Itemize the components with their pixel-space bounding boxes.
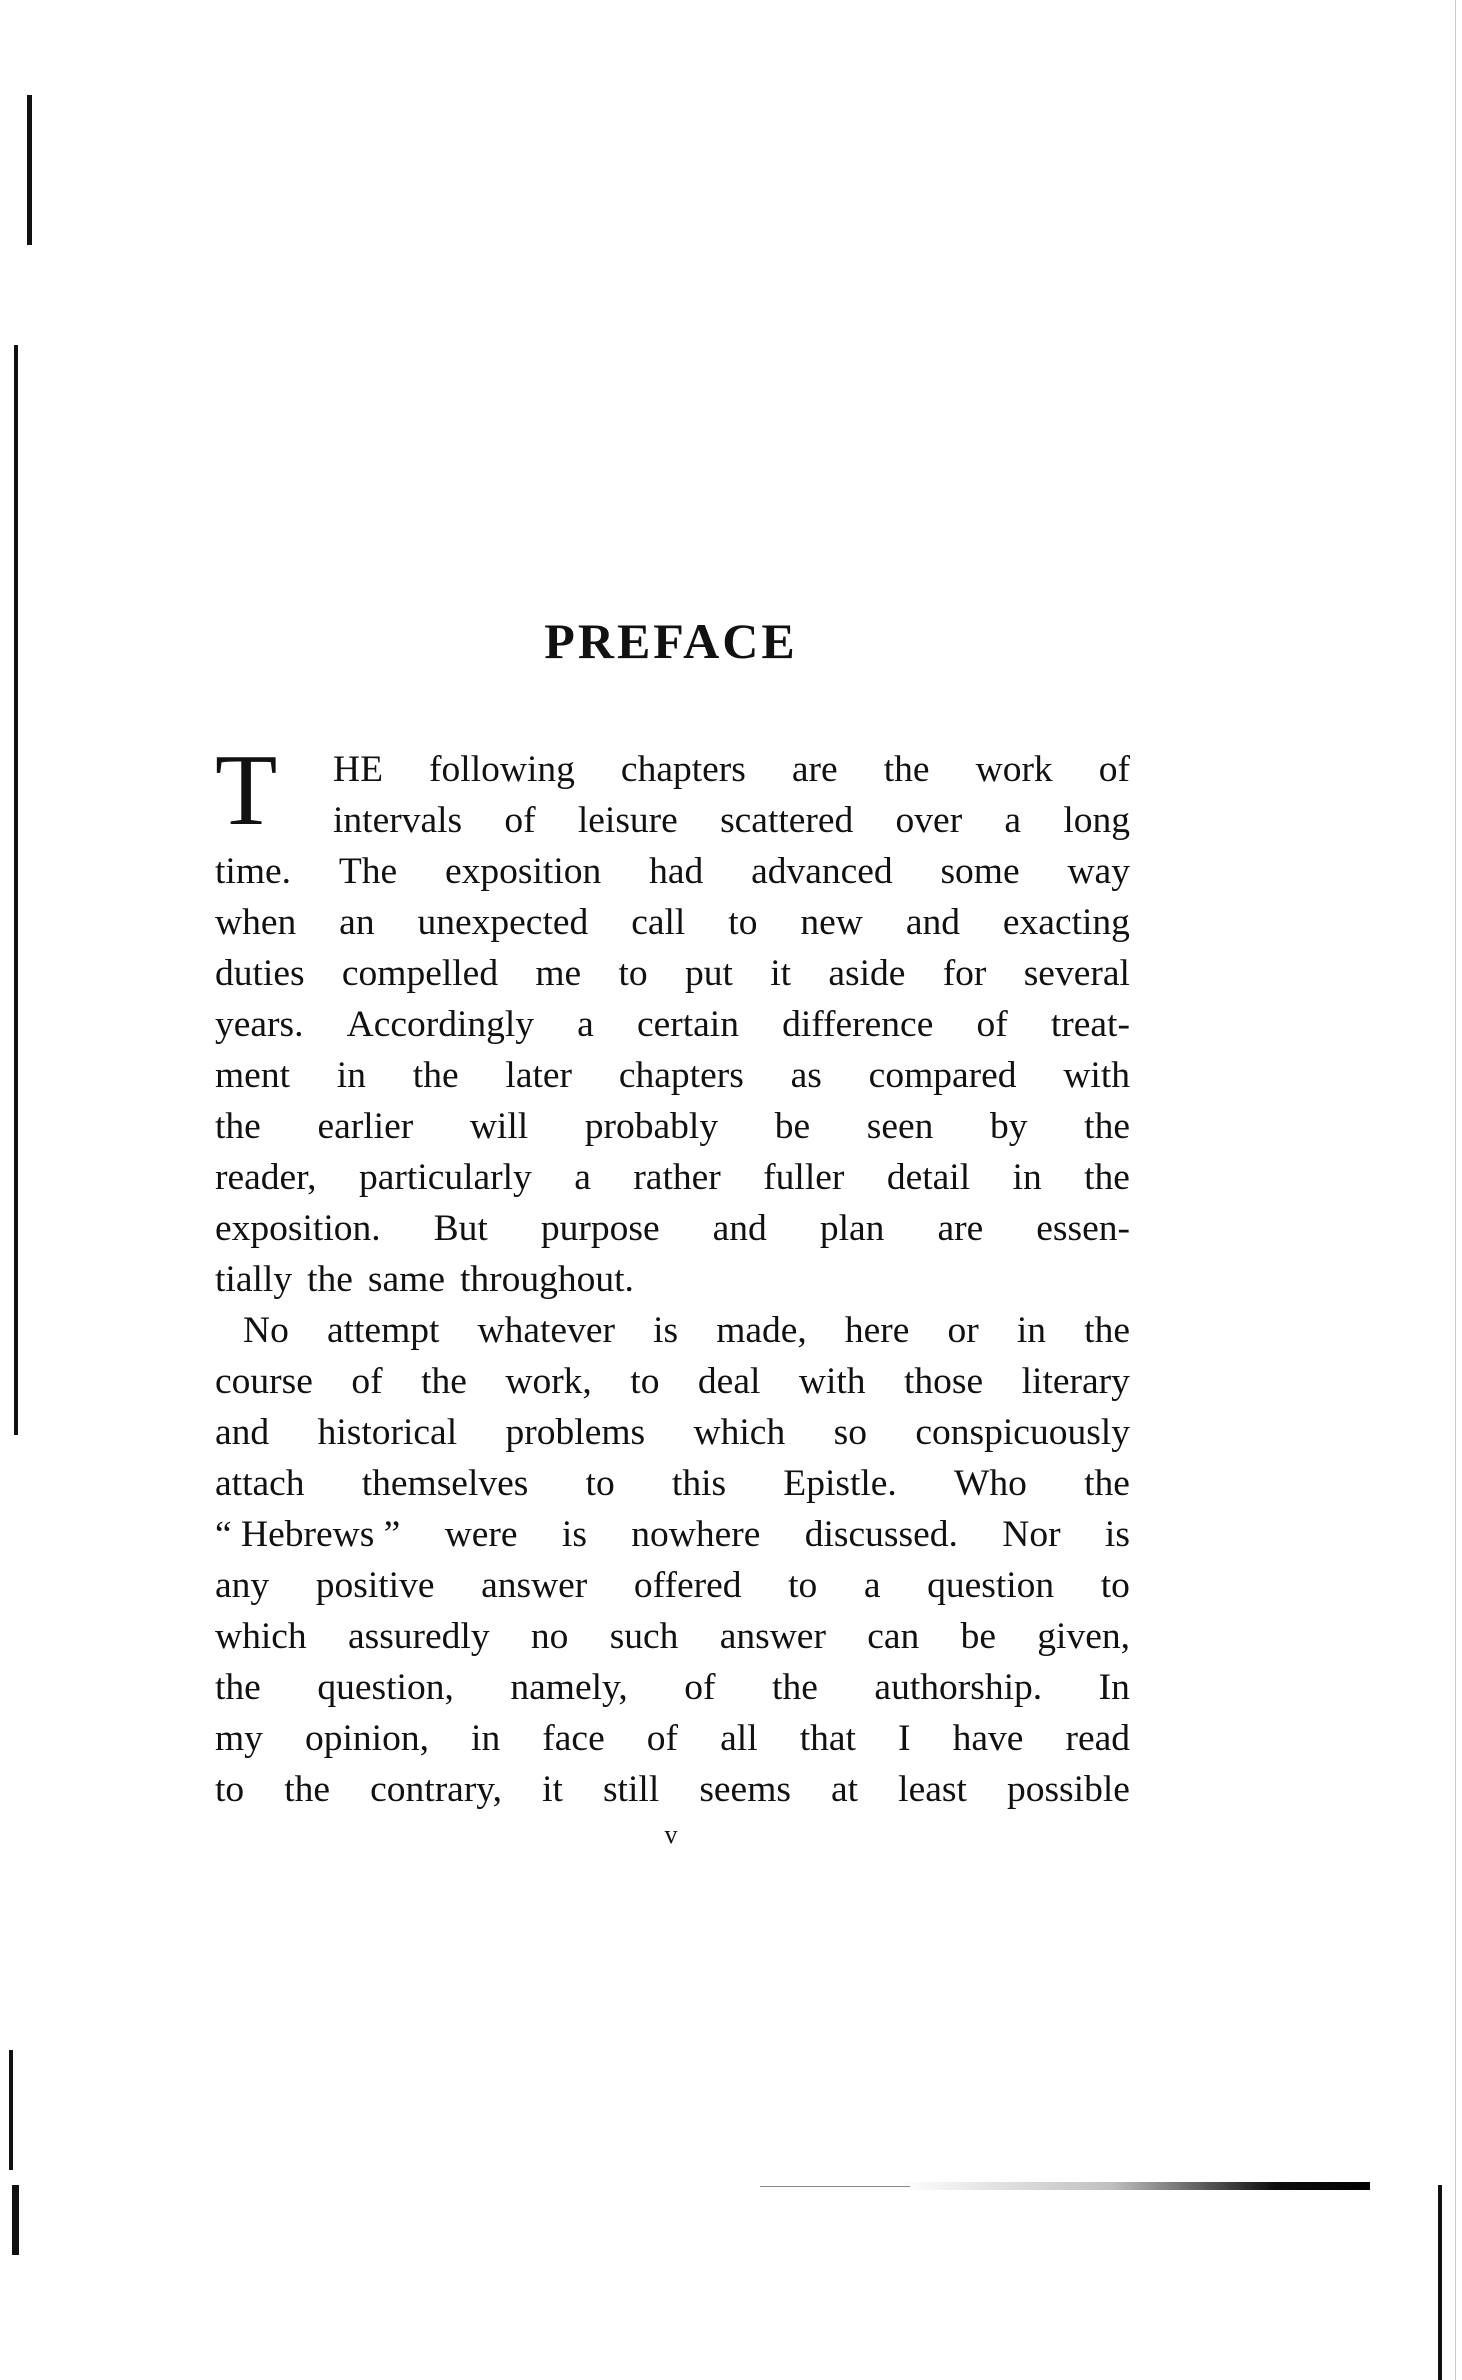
scan-bottom-smudge	[900, 2182, 1370, 2190]
word: probably	[584, 1106, 719, 1147]
word: face	[542, 1718, 605, 1759]
word: the	[412, 1055, 459, 1096]
word: with	[798, 1361, 866, 1402]
word: to	[215, 1769, 245, 1810]
word: difference	[782, 1004, 934, 1045]
word: scattered	[720, 800, 854, 841]
word: in	[471, 1718, 501, 1759]
text-line	[215, 1509, 1130, 1560]
word: for	[942, 953, 987, 994]
word: the	[1084, 1106, 1130, 1147]
word: seen	[866, 1106, 934, 1147]
word: made,	[716, 1310, 807, 1351]
word: treat-	[1050, 1004, 1130, 1045]
text-line	[215, 846, 1130, 897]
word: no	[530, 1616, 569, 1657]
text-line	[215, 1356, 1130, 1407]
word: ment	[215, 1055, 290, 1096]
word: is	[653, 1310, 679, 1351]
word: the	[421, 1361, 467, 1402]
word: throughout.	[459, 1259, 634, 1300]
word: new	[800, 902, 863, 943]
word: advanced	[751, 851, 893, 892]
word: which	[693, 1412, 786, 1453]
word: authorship.	[874, 1667, 1043, 1708]
word: later	[505, 1055, 573, 1096]
word: the	[215, 1106, 261, 1147]
word: is	[1104, 1514, 1130, 1555]
word: be	[960, 1616, 996, 1657]
word: opinion,	[305, 1718, 429, 1759]
word: have	[952, 1718, 1024, 1759]
word: least	[898, 1769, 967, 1810]
text-line	[215, 948, 1130, 999]
word: any	[215, 1565, 270, 1606]
word: of	[646, 1718, 679, 1759]
word: still	[602, 1769, 660, 1810]
text-line	[215, 744, 1130, 795]
text-line	[215, 1458, 1130, 1509]
word: particularly	[358, 1157, 532, 1198]
word: the	[1084, 1463, 1130, 1504]
text-line	[215, 1407, 1130, 1458]
word: attach	[215, 1463, 305, 1504]
word: a	[1004, 800, 1022, 841]
word: of	[684, 1667, 716, 1708]
word: to	[585, 1463, 615, 1504]
word: assuredly	[347, 1616, 490, 1657]
drop-cap: T	[215, 734, 278, 847]
word: themselves	[361, 1463, 529, 1504]
word: compelled	[341, 953, 499, 994]
word: in	[336, 1055, 366, 1096]
word: literary	[1021, 1361, 1130, 1402]
word: answer	[719, 1616, 826, 1657]
word: reader,	[215, 1157, 317, 1198]
word: put	[684, 953, 733, 994]
word: had	[649, 851, 704, 892]
word: in	[1016, 1310, 1047, 1351]
word: Nor	[1002, 1514, 1061, 1555]
word: the	[284, 1769, 331, 1810]
word: exacting	[1002, 902, 1130, 943]
word: offered	[633, 1565, 742, 1606]
word: it	[770, 953, 792, 994]
word: to	[618, 953, 648, 994]
word: of	[1098, 749, 1130, 790]
word: whatever	[477, 1310, 615, 1351]
word: and	[905, 902, 960, 943]
text-line	[215, 1203, 1130, 1254]
word: are	[937, 1208, 984, 1249]
word: plan	[819, 1208, 885, 1249]
word: course	[215, 1361, 313, 1402]
word: The	[338, 851, 398, 892]
word: fuller	[763, 1157, 845, 1198]
page-number: v	[664, 1820, 678, 1849]
text-line	[215, 1611, 1130, 1662]
scan-bottom-hairline	[760, 2186, 910, 2187]
word: and	[215, 1412, 270, 1453]
word: way	[1067, 851, 1130, 892]
word: answer	[481, 1565, 588, 1606]
word: of	[351, 1361, 383, 1402]
word: be	[774, 1106, 811, 1147]
word: several	[1023, 953, 1130, 994]
word: are	[791, 749, 838, 790]
word: historical	[317, 1412, 458, 1453]
word: it	[542, 1769, 563, 1810]
word: possible	[1006, 1769, 1130, 1810]
word: me	[535, 953, 582, 994]
word: will	[469, 1106, 529, 1147]
text-line	[215, 1764, 1130, 1815]
word: to	[788, 1565, 818, 1606]
word: Epistle.	[783, 1463, 897, 1504]
scan-edge-mark	[1438, 2185, 1442, 2380]
word: compared	[868, 1055, 1017, 1096]
word: time.	[215, 851, 292, 892]
text-line	[215, 1152, 1130, 1203]
word: were	[444, 1514, 518, 1555]
page-title: PREFACE	[544, 613, 798, 669]
word: HE	[333, 749, 383, 790]
word: to	[1100, 1565, 1130, 1606]
word: work,	[505, 1361, 592, 1402]
text-line	[215, 1254, 1130, 1305]
word: to	[630, 1361, 660, 1402]
word: an	[339, 902, 375, 943]
word: certain	[636, 1004, 739, 1045]
word: with	[1063, 1055, 1130, 1096]
word: Who	[954, 1463, 1027, 1504]
scan-edge-mark	[27, 95, 32, 245]
word: leisure	[577, 800, 678, 841]
word: the	[1084, 1157, 1130, 1198]
word: which	[215, 1616, 307, 1657]
word: in	[1012, 1157, 1042, 1198]
word: such	[609, 1616, 679, 1657]
word: those	[904, 1361, 984, 1402]
text-line	[215, 999, 1130, 1050]
word: question	[927, 1565, 1055, 1606]
word: this	[671, 1463, 727, 1504]
word: my	[215, 1718, 263, 1759]
word: chapters	[618, 1055, 744, 1096]
word: unexpected	[417, 902, 589, 943]
word: discussed.	[804, 1514, 958, 1555]
word: or	[947, 1310, 979, 1351]
word: is	[561, 1514, 587, 1555]
word: some	[940, 851, 1020, 892]
word: deal	[697, 1361, 761, 1402]
word: nowhere	[631, 1514, 761, 1555]
word: a	[577, 1004, 594, 1045]
word: all	[720, 1718, 758, 1759]
word: by	[990, 1106, 1028, 1147]
word: call	[631, 902, 686, 943]
word: attempt	[326, 1310, 440, 1351]
word: purpose	[540, 1208, 660, 1249]
word: long	[1063, 800, 1130, 841]
word: same	[367, 1259, 445, 1300]
word: that	[799, 1718, 856, 1759]
word: detail	[886, 1157, 971, 1198]
word: the	[772, 1667, 818, 1708]
word: years.	[215, 1004, 304, 1045]
word: when	[215, 902, 297, 943]
text-line	[215, 1050, 1130, 1101]
word: In	[1098, 1667, 1130, 1708]
text-line	[215, 795, 1130, 846]
word: positive	[315, 1565, 435, 1606]
word: as	[790, 1055, 822, 1096]
word: to	[728, 902, 758, 943]
body-text	[215, 744, 1130, 1815]
word: tially	[215, 1259, 293, 1300]
text-line	[215, 897, 1130, 948]
word: Accordingly	[346, 1004, 535, 1045]
scan-edge-mark	[9, 2050, 13, 2170]
word: at	[831, 1769, 859, 1810]
word: But	[433, 1208, 488, 1249]
word: question,	[317, 1667, 454, 1708]
text-line	[215, 1713, 1130, 1764]
word: over	[895, 800, 963, 841]
word: problems	[505, 1412, 646, 1453]
word: a	[863, 1565, 881, 1606]
word: read	[1065, 1718, 1130, 1759]
word: intervals	[333, 800, 463, 841]
word: the	[215, 1667, 261, 1708]
word: exposition.	[215, 1208, 381, 1249]
word: No	[243, 1310, 289, 1351]
word: I	[898, 1718, 911, 1759]
word: following	[429, 749, 575, 790]
text-line	[215, 1560, 1130, 1611]
word: of	[976, 1004, 1008, 1045]
word: aside	[828, 953, 906, 994]
scan-edge-mark	[14, 345, 18, 1435]
text-line	[215, 1305, 1130, 1356]
word: the	[883, 749, 930, 790]
word: the	[307, 1259, 353, 1300]
word: earlier	[317, 1106, 414, 1147]
word: can	[867, 1616, 920, 1657]
word: and	[712, 1208, 767, 1249]
word: work	[975, 749, 1053, 790]
word: of	[504, 800, 536, 841]
word: given,	[1037, 1616, 1130, 1657]
scan-edge-mark	[12, 2185, 19, 2255]
word: “ Hebrews ”	[215, 1514, 401, 1555]
word: exposition	[445, 851, 602, 892]
text-line	[215, 1662, 1130, 1713]
word: a	[574, 1157, 591, 1198]
word: namely,	[510, 1667, 628, 1708]
word: seems	[699, 1769, 791, 1810]
word: here	[844, 1310, 910, 1351]
scan-right-hairline	[1455, 0, 1456, 2380]
word: contrary,	[370, 1769, 502, 1810]
word: chapters	[620, 749, 746, 790]
word: conspicuously	[915, 1412, 1130, 1453]
word: duties	[215, 953, 305, 994]
text-line	[215, 1101, 1130, 1152]
word: essen-	[1036, 1208, 1130, 1249]
word: rather	[633, 1157, 721, 1198]
word: the	[1084, 1310, 1130, 1351]
word: so	[833, 1412, 867, 1453]
